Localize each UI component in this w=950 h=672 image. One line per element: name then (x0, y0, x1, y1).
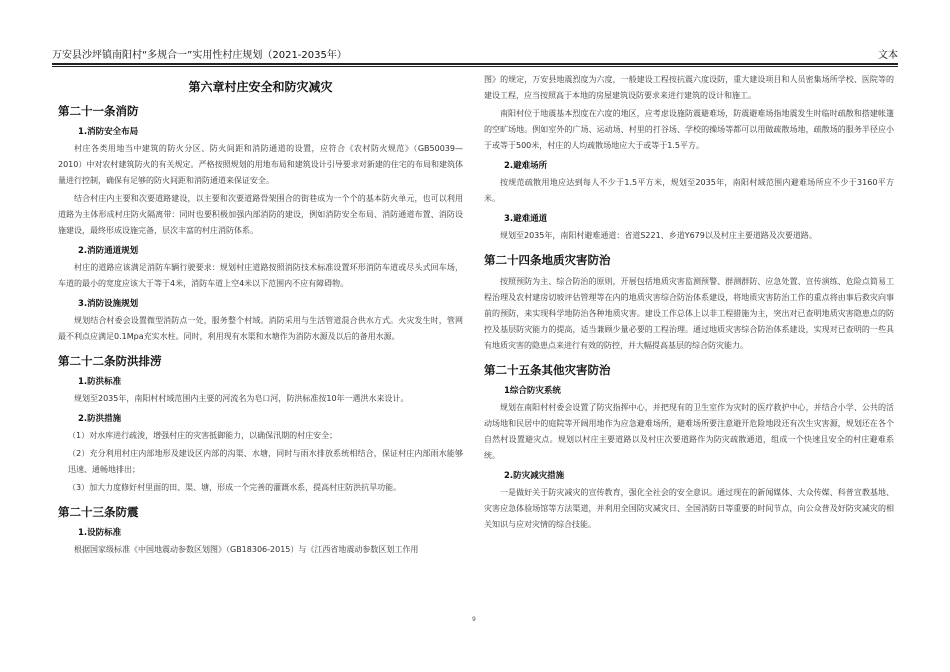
fire-layout-paragraph-2: 结合村庄内主要和次要道路建设，以主要和次要道路骨架围合的街巷成为一个个的基本防火单元，也可以利用道路为主体形成村庄防火隔离带：同时也要积极加强内部消防的建设，例如消防安全布局、消防通道布置、消防设施建设，最终形成设施完备，层次丰富的村庄消防体系。 (58, 194, 463, 235)
geo-hazard-paragraph: 按照预防为主、综合防治的原则，开展包括地质灾害监测预警、群测群防、应急处置、宣传演练、危险点简易工程治理及农村建房切坡评估管理等在内的地质灾害综合防治体系建设，将地质灾害防治工作的重点将由事后救灾向事前的预防，来实现科学地防治各种地质灾害。建设工作总体上以非工程措施为主，突出对已查明地质灾害隐患点的防控及基层防灾能力的提高，适当兼顾少量必要的工程治理。通过地质灾害综合防治体系建设，实现对已查明的一些具有地质灾害的隐患点来进行有效的防控，并大幅提高基层的综合防灾能力。 (484, 277, 894, 350)
refuge-site-heading: 2.避难场所 (504, 161, 548, 171)
header-rule-thin (52, 66, 898, 67)
header-rule-thick (52, 63, 898, 65)
flood-measures-heading: 2.防洪措施 (78, 414, 122, 424)
fire-layout-heading: 1.消防安全布局 (78, 127, 139, 137)
disaster-measures-heading: 2.防灾减灾措施 (504, 471, 565, 481)
chapter-title: 第六章村庄安全和防灾减灾 (188, 80, 333, 94)
flood-standard-paragraph: 规划至2035年，南阳村村域范围内主要的河流名为皂口河，防洪标准按10年一遇洪水来设计。 (74, 394, 409, 403)
fire-access-paragraph: 村庄的道路应该满足消防车辆行驶要求：规划村庄道路按照消防技术标准设置环形消防车道或尽头式回车场，车道的最小的宽度应该大于等于4米，消防车道上空4米以下范围内不应有障碍物。 (58, 263, 463, 288)
article-24-title: 第二十四条地质灾害防治 (484, 253, 611, 267)
fire-facility-paragraph: 规划结合村委会设置微型消防点一处，服务整个村域。消防采用与生活管道混合供水方式。火灾发生时，管网最不利点应满足0.1Mpa充实水柱。同时，利用现有水渠和水塘作为消防水源及以后的备用水源。 (58, 316, 463, 341)
article-21-title: 第二十一条消防 (58, 104, 139, 118)
right-column (484, 72, 894, 652)
disaster-measures-paragraph: 一是做好关于防灾减灾的宣传教育，强化全社会的安全意识。通过现在的新闻媒体、大众传媒、科普宣教基地、灾害应急体验场馆等方法渠道，并利用全国防灾减灾日、全国消防日等重要的时间节点，向公众普及好防灾减灾的相关知识与应对灾情的综合技能。 (484, 488, 894, 529)
article-22-title: 第二十二条防洪排涝 (58, 354, 162, 368)
header-doc-type: 文本 (878, 50, 898, 61)
page-header (52, 46, 898, 62)
fire-layout-paragraph-1: 村庄各类用地当中建筑的防火分区、防火间距和消防通道的设置，应符合《农村防火规范》（GB50039—2010）中对农村建筑防火的有关规定。严格按照规划的用地布局和建筑设计引导要求对新建的住宅的布局和建筑体量进行控制，确保有足够的防火间距和消防通道来保证安全。 (58, 144, 463, 185)
left-column (58, 72, 463, 652)
flood-measure-item: （3）加大力度修好村里面的田、渠、塘，形成一个完善的灌溉水系，提高村庄防洪抗旱功能。 (68, 483, 402, 492)
flood-measure-item: （2）充分利用村庄内部地形及建设区内部的沟渠、水塘，同时与雨水排放系统相结合，保证村庄内部雨水能够迅速、通畅地排出； (68, 449, 463, 474)
article-25-title: 第二十五条其他灾害防治 (484, 363, 611, 377)
seismic-standard-heading: 1.设防标准 (78, 528, 122, 538)
refuge-site-paragraph: 按规范疏散用地应达到每人不少于1.5平方米，规划至2035年，南阳村域范围内避难场所应不少于3160平方米。 (484, 178, 894, 203)
disaster-system-heading: 1综合防灾系统 (504, 386, 561, 396)
fire-facility-heading: 3.消防设施规划 (78, 299, 139, 309)
seismic-continued-paragraph: 图》的规定，万安县地震烈度为六度，一般建设工程按抗震六度设防，重大建设项目和人员密集场所学校、医院等的建设工程，应当按照高于本地的房屋建筑设防要求来进行建筑的设计和施工。 (484, 75, 894, 100)
refuge-route-heading: 3.避难通道 (504, 214, 548, 224)
page-number: 9 (472, 616, 476, 623)
seismic-standard-paragraph: 根据国家级标准《中国地震动参数区划图》（GB18306-2015）与《江西省地震动参数区划工作用 (74, 545, 419, 554)
article-23-title: 第二十三条防震 (58, 505, 139, 519)
refuge-route-paragraph: 规划至2035年，南阳村避难通道：省道S221、乡道Y679以及村庄主要道路及次要道路。 (500, 231, 817, 240)
flood-measure-item: （1）对水库进行疏浚，增强村庄的灾害抵御能力，以确保汛期的村庄安全； (68, 431, 338, 440)
header-title: 万安县沙坪镇南阳村“多规合一”实用性村庄规划（2021-2035年） (52, 50, 347, 61)
fire-access-heading: 2.消防通道规划 (78, 246, 139, 256)
disaster-system-paragraph: 规划在南阳村村委会设置了防灾指挥中心，并把现有的卫生室作为灾时的医疗救护中心，并结合小学、公共的活动场地和民居中的庭院等开阔用地作为应急避难场所，避难场所要注意避开危险地段还有次生灾害源，规划还在各个自然村设置避灾点。规划以村庄主要道路以及村庄次要道路作为防灾疏散通道，组成一个快速且安全的村庄避难系统。 (484, 403, 894, 460)
flood-standard-heading: 1.防洪标准 (78, 377, 122, 387)
shelter-paragraph: 南阳村位于地震基本烈度在六度的地区，应考虑设施防震避难场，防震避难场指地震发生时临时疏散和搭建帐篷的空旷场地。例如室外的广场、运动场、村里的打谷场、学校的操场等都可以用做疏散场地，疏散场的服务半径应小于或等于500米，村庄的人均疏散场地应大于或等于1.5平方。 (484, 109, 894, 150)
